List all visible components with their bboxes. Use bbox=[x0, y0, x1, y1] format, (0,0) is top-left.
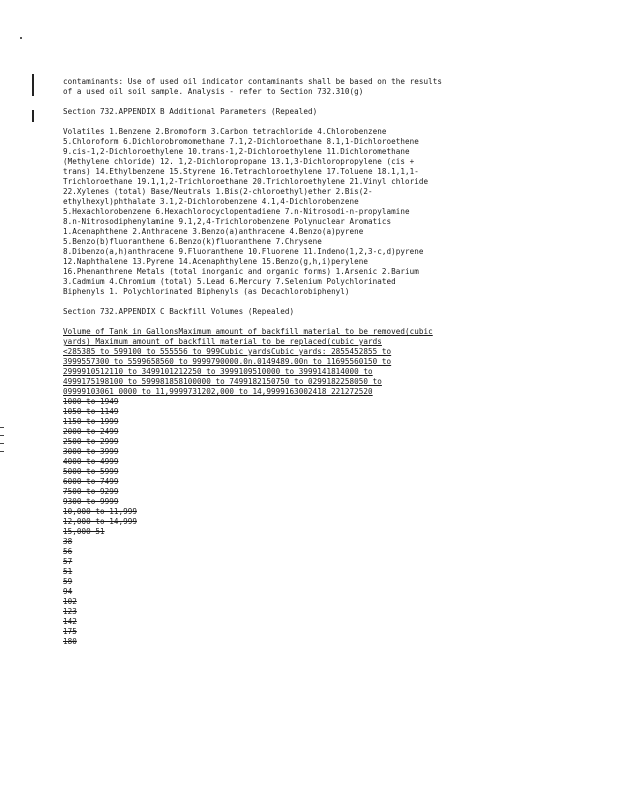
tank-volume-column bbox=[63, 397, 583, 537]
tank-volume-row: 4000 to 4999 bbox=[63, 457, 119, 466]
tank-volume-row: 15,000 51 bbox=[63, 527, 105, 536]
parameters-list bbox=[63, 127, 583, 297]
backfill-amount-row: 59 bbox=[63, 577, 73, 586]
tank-volume-row: 1050 to 1149 bbox=[63, 407, 119, 416]
document-body bbox=[63, 77, 583, 647]
tank-volume-row: 1000 to 1949 bbox=[63, 397, 119, 406]
scan-speck bbox=[20, 37, 22, 39]
tank-volume-row: 3000 to 3999 bbox=[63, 447, 119, 456]
backfill-header-line: 4999175198100 to 599981858100000 to 7499182150750 to 0299182258050 to bbox=[63, 377, 382, 386]
tank-volume-row: 10,000 to 11,999 bbox=[63, 507, 137, 516]
appendix-c-heading: Section 732.APPENDIX C Backfill Volumes (Repealed) bbox=[63, 307, 295, 316]
tank-volume-row: 5000 to 5999 bbox=[63, 467, 119, 476]
backfill-header-line: <285385 to 599100 to 555556 to 999Cubic yardsCubic yards: 2855452855 to bbox=[63, 347, 392, 356]
parameter-line: 1.Acenaphthene 2.Anthracene 3.Benzo(a)anthracene 4.Benzo(a)pyrene bbox=[63, 227, 364, 236]
backfill-header-line: 09999103061 0000 to 11,9999731202,000 to 14,9999163002418 221272520 bbox=[63, 387, 373, 396]
tank-volume-row: 6000 to 7499 bbox=[63, 477, 119, 486]
tank-volume-row: 2000 to 2499 bbox=[63, 427, 119, 436]
backfill-amount-row: 180 bbox=[63, 637, 77, 646]
parameter-line: (Methylene chloride) 12. 1,2-Dichloropropane 13.1,3-Dichloropropylene (cis + bbox=[63, 157, 415, 166]
parameter-line: 8.n-Nitrosodiphenylamine 9.1,2,4-Trichlorobenzene Polynuclear Aromatics bbox=[63, 217, 392, 226]
backfill-header-line: 2999910512110 to 3499101212250 to 3999109510000 to 3999141814000 to bbox=[63, 367, 373, 376]
backfill-amount-row: 142 bbox=[63, 617, 77, 626]
tank-volume-row: 7500 to 9299 bbox=[63, 487, 119, 496]
appendix-b-heading: Section 732.APPENDIX B Additional Parameters (Repealed) bbox=[63, 107, 318, 116]
backfill-table-header bbox=[63, 327, 583, 397]
tank-volume-row: 12,000 to 14,999 bbox=[63, 517, 137, 526]
backfill-amount-row: 57 bbox=[63, 557, 73, 566]
parameter-line: 12.Naphthalene 13.Pyrene 14.Acenaphthylene 15.Benzo(g,h,i)perylene bbox=[63, 257, 369, 266]
intro-line: contaminants: Use of used oil indicator contaminants shall be based on the results bbox=[63, 77, 442, 86]
change-bar-appendix-b bbox=[32, 110, 34, 122]
tank-volume-row: 1150 to 1999 bbox=[63, 417, 119, 426]
parameter-line: Volatiles 1.Benzene 2.Bromoform 3.Carbon tetrachloride 4.Chlorobenzene bbox=[63, 127, 387, 136]
backfill-amount-row: 94 bbox=[63, 587, 73, 596]
backfill-amount-row: 56 bbox=[63, 547, 73, 556]
backfill-header-line: 3999557300 to 5599658560 to 9999790000.0n.0149489.00n to 11695560150 to bbox=[63, 357, 392, 366]
parameter-line: 3.Cadmium 4.Chromium (total) 5.Lead 6.Mercury 7.Selenium Polychlorinated bbox=[63, 277, 396, 286]
change-bar-intro bbox=[32, 74, 34, 96]
backfill-amount-row: 38 bbox=[63, 537, 73, 546]
margin-tick bbox=[0, 443, 4, 444]
tank-volume-row: 2500 to 2999 bbox=[63, 437, 119, 446]
intro-paragraph bbox=[63, 77, 583, 97]
parameter-line: 5.Chloroform 6.Dichlorobromomethane 7.1,2-Dichloroethane 8.1,1-Dichloroethene bbox=[63, 137, 419, 146]
backfill-amount-row: 123 bbox=[63, 607, 77, 616]
parameter-line: 16.Phenanthrene Metals (total inorganic and organic forms) 1.Arsenic 2.Barium bbox=[63, 267, 419, 276]
parameter-line: 8.Dibenzo(a,h)anthracene 9.Fluoranthene 10.Fluorene 11.Indeno(1,2,3-c,d)pyrene bbox=[63, 247, 424, 256]
parameter-line: Biphenyls 1. Polychlorinated Biphenyls (as Decachlorobiphenyl) bbox=[63, 287, 350, 296]
parameter-line: trans) 14.Ethylbenzene 15.Styrene 16.Tetrachloroethylene 17.Toluene 18.1,1,1- bbox=[63, 167, 419, 176]
parameter-line: 5.Hexachlorobenzene 6.Hexachlorocyclopentadiene 7.n-Nitrosodi-n-propylamine bbox=[63, 207, 410, 216]
backfill-header-line: Volume of Tank in GallonsMaximum amount of backfill material to be removed(cubic bbox=[63, 327, 433, 336]
parameter-line: 22.Xylenes (total) Base/Neutrals 1.Bis(2-chloroethyl)ether 2.Bis(2- bbox=[63, 187, 373, 196]
margin-tick bbox=[0, 427, 4, 428]
intro-line: of a used oil soil sample. Analysis - refer to Section 732.310(g) bbox=[63, 87, 364, 96]
parameter-line: ethylhexyl)phthalate 3.1,2-Dichlorobenzene 4.1,4-Dichlorobenzene bbox=[63, 197, 359, 206]
tank-volume-row: 9300 to 9999 bbox=[63, 497, 119, 506]
backfill-amount-row: 102 bbox=[63, 597, 77, 606]
backfill-header-line: yards) Maximum amount of backfill material to be replaced(cubic yards bbox=[63, 337, 382, 346]
parameter-line: 5.Benzo(b)fluoranthene 6.Benzo(k)fluoranthene 7.Chrysene bbox=[63, 237, 322, 246]
parameter-line: 9.cis-1,2-Dichloroethylene 10.trans-1,2-Dichloroethylene 11.Dichloromethane bbox=[63, 147, 410, 156]
backfill-amount-row: 175 bbox=[63, 627, 77, 636]
margin-tick bbox=[0, 451, 4, 452]
margin-tick bbox=[0, 435, 4, 436]
backfill-amount-column bbox=[63, 537, 583, 647]
parameter-line: Trichloroethane 19.1,1,2-Trichloroethane 20.Trichloroethylene 21.Vinyl chloride bbox=[63, 177, 429, 186]
backfill-amount-row: 51 bbox=[63, 567, 73, 576]
